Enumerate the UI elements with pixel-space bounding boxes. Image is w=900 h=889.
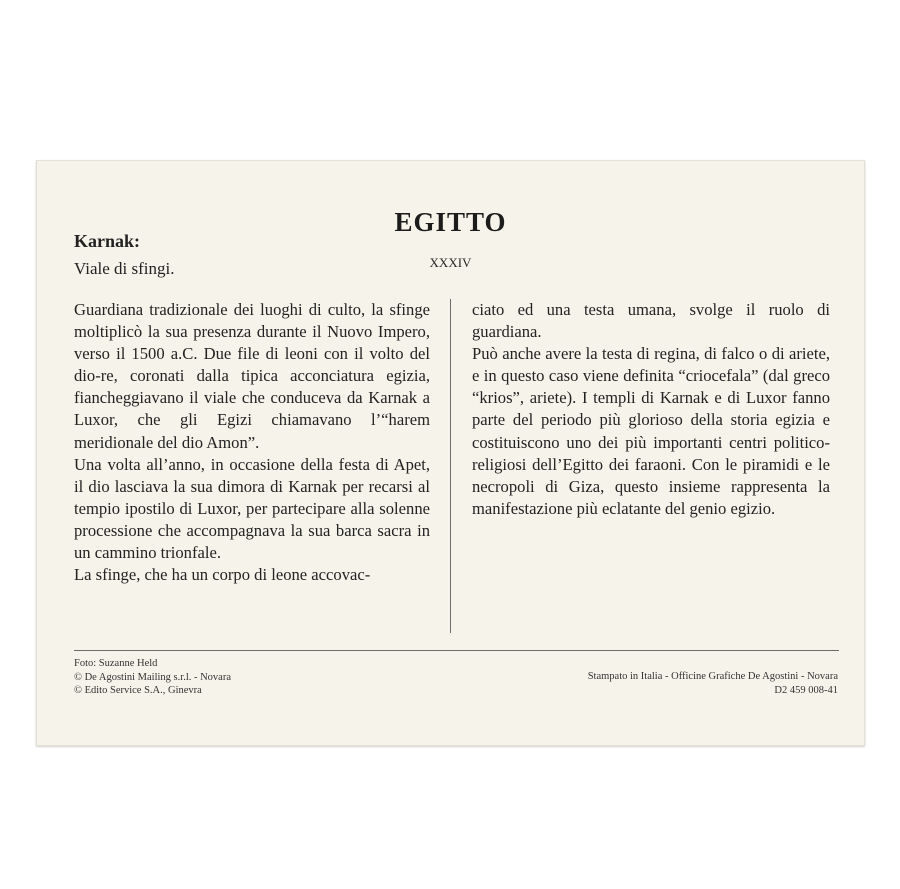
paragraph: La sfinge, che ha un corpo di leone accovac- (74, 565, 371, 585)
paragraph: ciato ed una testa umana, svolge il ruolo di guardiana. (472, 300, 830, 342)
footer-divider (74, 650, 839, 651)
product-code: D2 459 008-41 (774, 684, 838, 696)
printer-info (588, 670, 838, 697)
copyright-line: © De Agostini Mailing s.r.l. - Novara (74, 671, 232, 683)
credits (74, 657, 231, 698)
place-subtitle: Viale di sfingi. (74, 259, 175, 278)
left-column (74, 299, 430, 586)
page-title: EGITTO (394, 207, 507, 237)
right-column (472, 299, 830, 520)
paragraph: Una volta all’anno, in occasione della festa di Apet, il dio lasciava la sua dimora di Karnak per recarsi al tempio ipostilo di Luxor, per partecipare alla solenne processione che accompagnava la sua barca sacra in un cammino trionfale. (74, 454, 430, 563)
copyright-line: © Edito Service S.A., Ginevra (74, 685, 202, 696)
column-divider (450, 299, 451, 633)
card-number: XXXIV (429, 255, 472, 270)
postcard-back (36, 160, 865, 746)
place-heading: Karnak: (74, 231, 141, 251)
paragraph: Può anche avere la testa di regina, di falco o di ariete, e in questo caso viene definita “criocefala” (dal greco “krios”, ariete). I templi di Karnak e di Luxor fanno parte del periodo più glorioso della storia egizia e costituiscono uno dei più importanti centri politico-religiosi dell’Egitto dei faraoni. Con le piramidi e le necropoli di Giza, questo insieme rappresenta la manifestazione più eclatante del genio egizio. (472, 344, 830, 518)
paragraph: Guardiana tradizionale dei luoghi di culto, la sfinge moltiplicò la sua presenza durante il Nuovo Impero, verso il 1500 a.C. Due file di leoni con il volto del dio-re, coronati dalla tipica acconciatura egizia, fiancheggiavano il viale che conduceva da Karnak a Luxor, che gli Egizi chiamavano l’“harem meridionale del dio Amon”. (74, 300, 430, 452)
photo-credit: Foto: Suzanne Held (74, 658, 158, 669)
printer-line: Stampato in Italia - Officine Grafiche De Agostini - Novara (587, 671, 838, 682)
